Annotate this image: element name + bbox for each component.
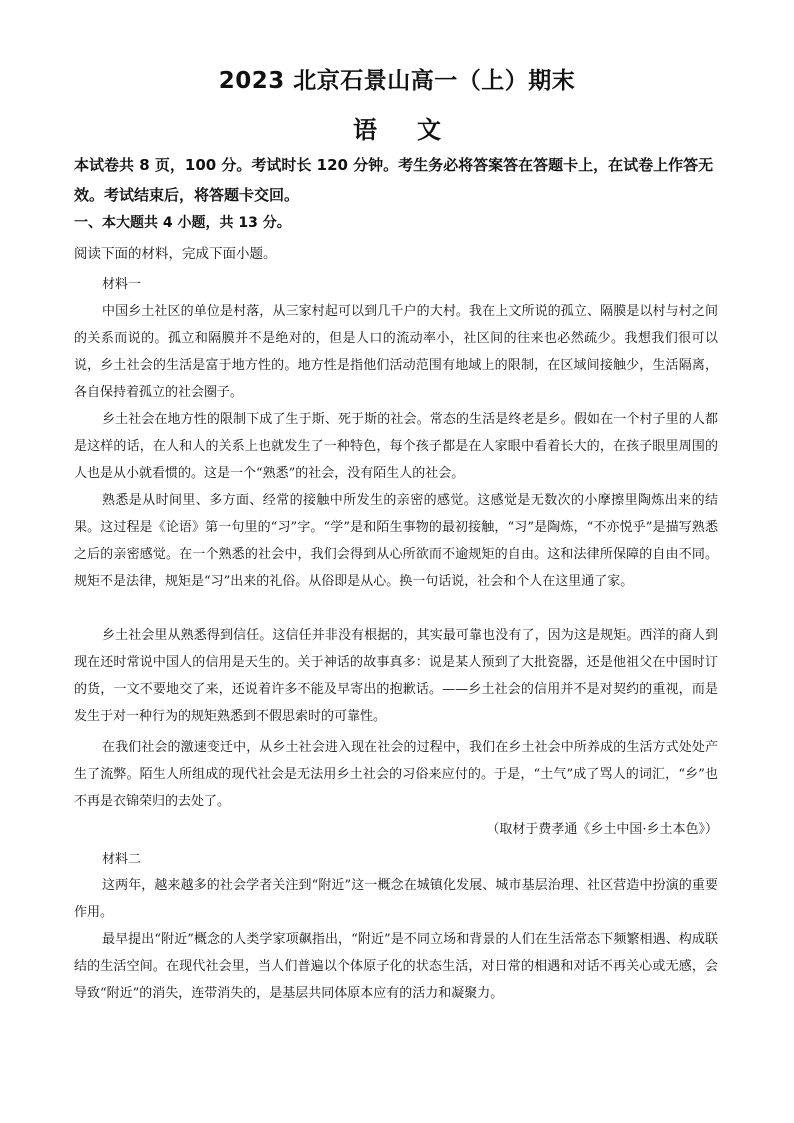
material-one-paragraph: 乡土社会在地方性的限制下成了生于斯、死于斯的社会。常态的生活是终老是乡。假如在一个村子里的人都是这样的话，在人和人的关系上也就发生了一种特色，每个孩子都是在人家眼中看着长大的，在孩子眼里周围的人也是从小就看惯的。这是一个“熟悉”的社会，没有陌生人的社会。 xyxy=(74,412,718,481)
material-one-paragraph: 乡土社会里从熟悉得到信任。这信任并非没有根据的，其实最可靠也没有了，因为这是规矩。西洋的商人到现在还时常说中国人的信用是天生的。关于神话的故事真多：说是某人预到了大批瓷器，还是他祖父在中国时订的货，一文不要地交了来，还说着许多不能及早寄出的抱歉话。——乡土社会的信用并不是对契约的重视，而是发生于对一种行为的规矩熟悉到不假思索时的可靠性。 xyxy=(74,628,718,724)
material-one-source: （取材于费孝通《乡土中国·乡土本色》） xyxy=(486,822,718,837)
material-one-paragraph: 中国乡土社区的单位是村落，从三家村起可以到几千户的大村。我在上文所说的孤立、隔膜是以村与村之间的关系而说的。孤立和隔膜并不是绝对的，但是人口的流动率小，社区间的往来也必然疏少。我想我们很可以说，乡土社会的生活是富于地方性的。地方性是指他们活动范围有地域上的限制，在区域间接触少，生活隔离，各自保持着孤立的社会圈子。 xyxy=(74,304,718,400)
material-one-label: 材料一 xyxy=(102,277,142,292)
exam-instructions: 本试卷共 8 页，100 分。考试时长 120 分钟。考生务必将答案答在答题卡上，在试卷上作答无效。考试结束后，将答题卡交回。 xyxy=(74,156,714,204)
material-two-paragraph: 最早提出“附近”概念的人类学家项飙指出，“附近”是不同立场和背景的人们在生活常态下频繁相遇、构成联结的生活空间。在现代社会里，当人们普遍以个体原子化的状态生活，对日常的相遇和对话不再关心或无感，会导致“附近”的消失，连带消失的，是基层共同体原本应有的活力和凝聚力。 xyxy=(74,932,718,1001)
section-heading: 一、本大题共 4 小题，共 13 分。 xyxy=(74,215,291,231)
material-two-paragraph: 这两年，越来越多的社会学者关注到“附近”这一概念在城镇化发展、城市基层治理、社区营造中扮演的重要作用。 xyxy=(74,878,718,920)
material-one-paragraph: 在我们社会的激速变迁中，从乡土社会进入现在社会的过程中，我们在乡土社会中所养成的生活方式处处产生了流弊。陌生人所组成的现代社会是无法用乡土社会的习俗来应付的。于是，“土气”成了骂人的词汇，“乡”也不再是衣锦荣归的去处了。 xyxy=(74,740,718,809)
reading-prompt: 阅读下面的材料，完成下面小题。 xyxy=(74,246,277,262)
subject-title: 语文 xyxy=(353,116,481,144)
material-one-paragraph: 熟悉是从时间里、多方面、经常的接触中所发生的亲密的感觉。这感觉是无数次的小摩擦里陶炼出来的结果。这过程是《论语》第一句里的“习”字。“学”是和陌生事物的最初接触，“习”是陶炼，“不亦悦乎”是描写熟悉之后的亲密感觉。在一个熟悉的社会中，我们会得到从心所欲而不逾规矩的自由。这和法律所保障的自由不同。规矩不是法律，规矩是“习”出来的礼俗。从俗即是从心。换一句话说，社会和个人在这里通了家。 xyxy=(74,493,718,589)
exam-title: 2023 北京石景山高一（上）期末 xyxy=(218,68,576,94)
material-two-label: 材料二 xyxy=(102,852,142,867)
